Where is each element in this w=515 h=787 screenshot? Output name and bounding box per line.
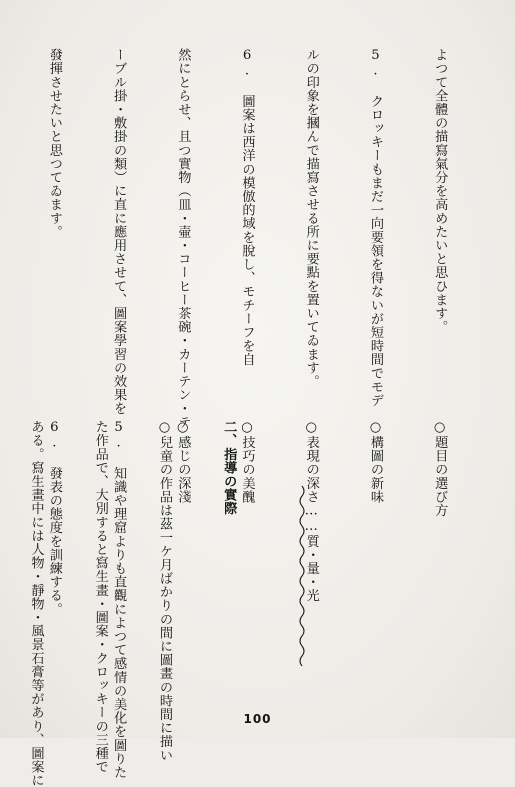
text-line: ーブル掛・敷掛の類）に直に應用させて、圖案學習の效果を [111,48,127,416]
text-line [0,48,1,408]
text-line: 發揮させたいと思つてゐます。 [46,48,62,239]
text-line: 6. 發表の態度を訓練する。 [46,420,62,616]
page-number: 100 [243,712,272,726]
section-heading: 二、指導の實際 [221,420,237,516]
text-line: ○兒童の作品は茲一ケ月ばかりの間に圖畫の時間に描い [156,420,172,762]
text-line: 然にとらせ、且つ實物（皿・壷・コーヒー茶碗・カーテン・テ [175,48,191,429]
lower-left-text-block [22,420,282,787]
text-line: 6. 圖案は西洋の模倣的域を脫し、モチーフを自 [239,48,255,367]
text-line: た作品で、大別すると寫生畫・圖案・クロッキーの三種で [92,420,108,774]
text-line: よつて全體の描寫氣分を高めたいと思ひます。 [432,48,448,334]
upper-text-block [21,48,493,429]
text-line: ルの印象を摑んで描寫させる所に要點を置いてゐます。 [303,48,319,388]
text-line: ○感じの深淺 [175,420,191,504]
text-line: 5. 知識や理窟よりも直觀によつて感情の美化を圖りた [111,420,127,779]
text-line: ○題目の選び方 [432,420,448,517]
wavy-divider [298,486,306,666]
text-line: ○表現の深さ……質・量・光 [303,420,319,603]
text-line: 5. クロッキーもまだ一向要領を得ないが短時間でモデ [367,48,383,407]
text-line: ある。寫生畫中には人物・靜物・風景石膏等があり、圖案に [28,420,44,787]
text-line: ○技巧の美醜 [239,420,255,504]
text-line: ○構圖の新味 [367,420,383,504]
